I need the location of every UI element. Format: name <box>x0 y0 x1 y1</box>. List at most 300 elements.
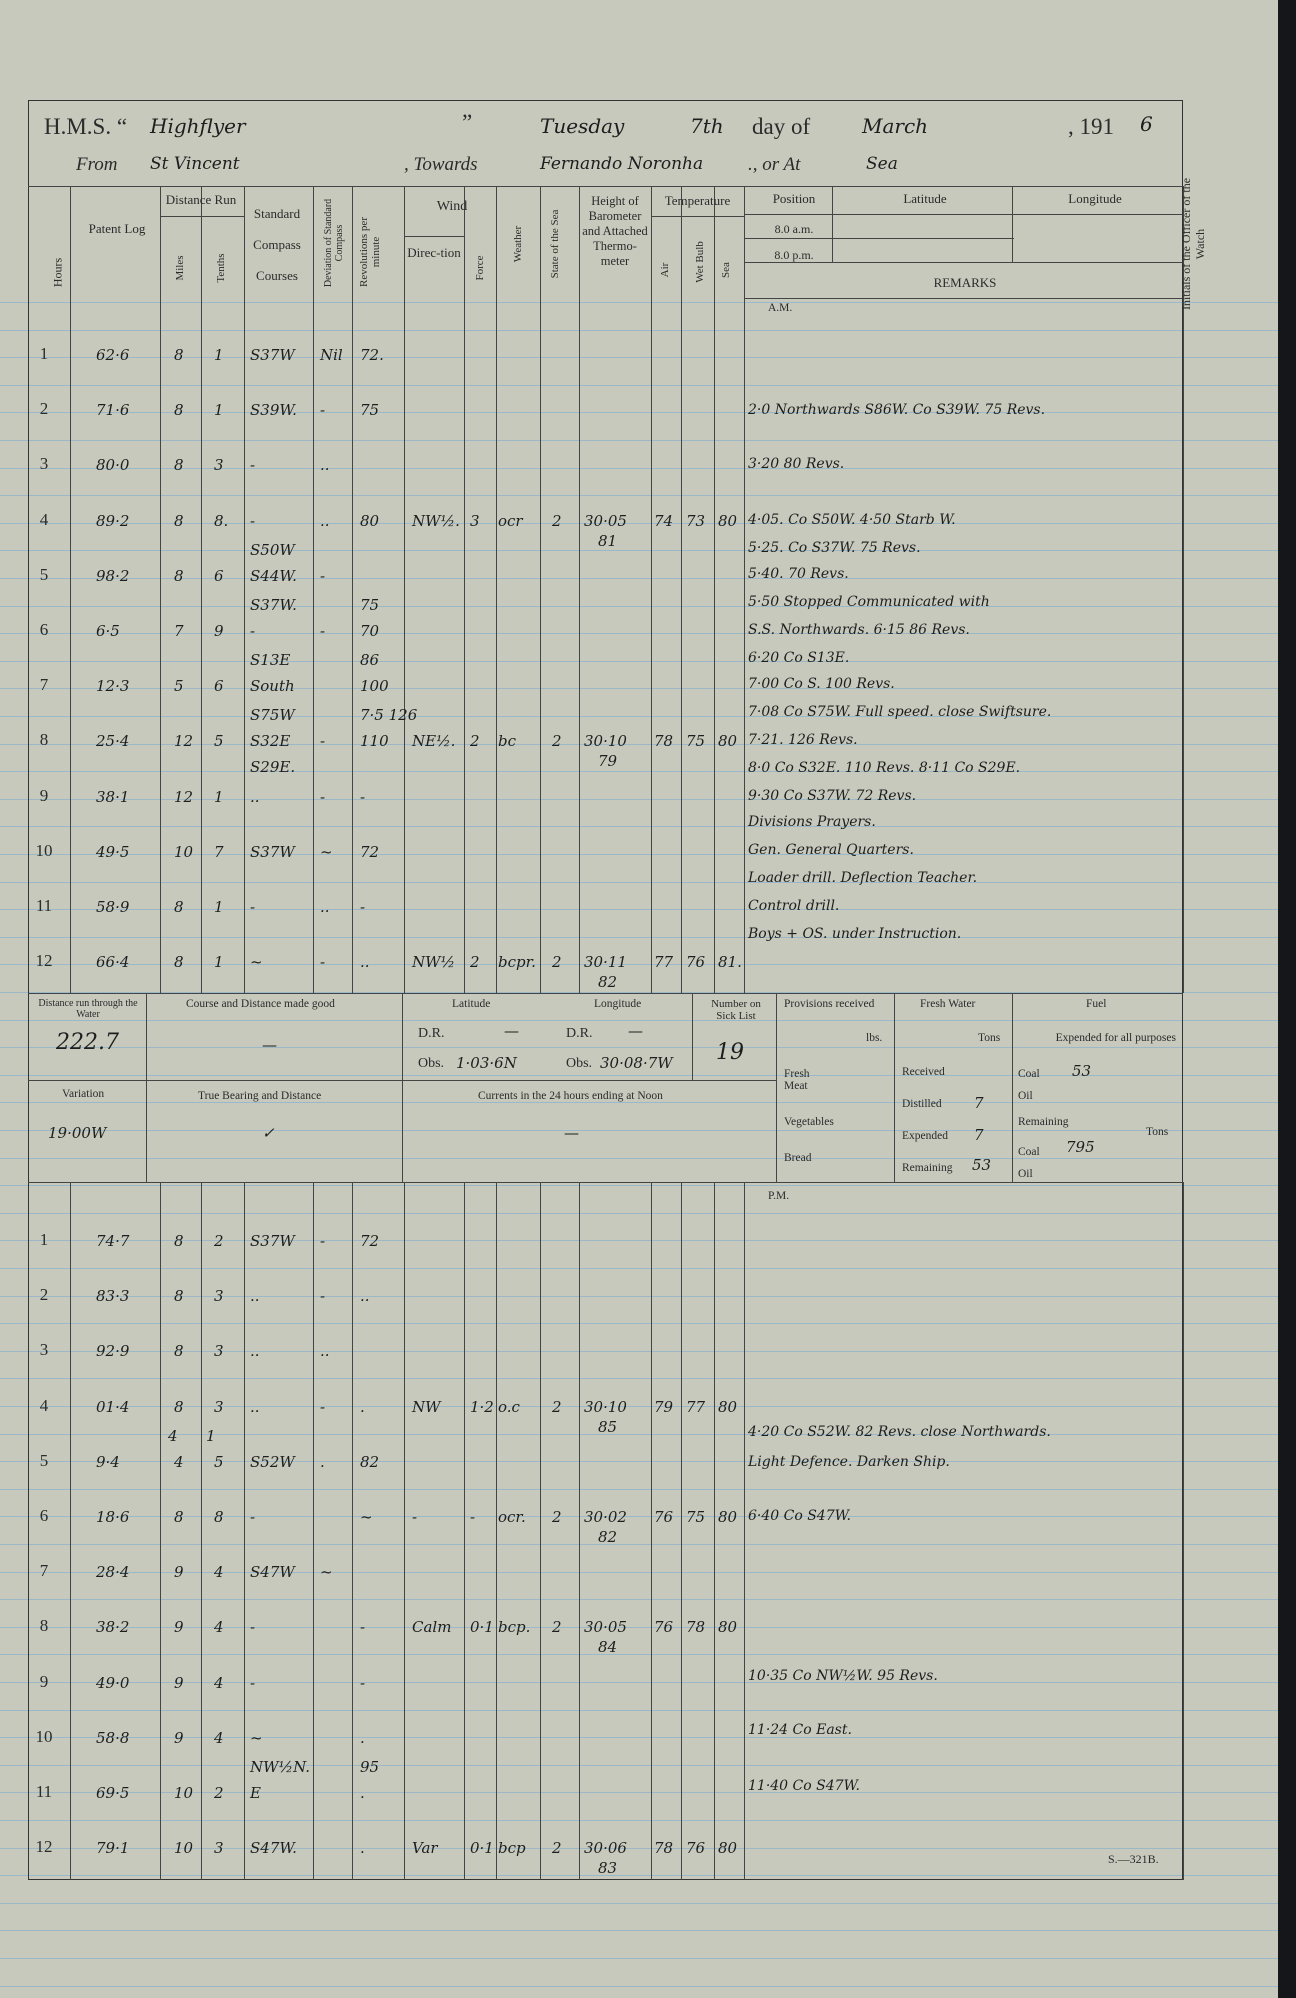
from-label: From <box>76 154 118 175</box>
row-wind-force: 1·2 <box>470 1397 494 1416</box>
row-miles: 12 <box>174 787 194 806</box>
row-revolutions: - <box>360 1673 366 1692</box>
row-hour: 2 <box>39 1285 49 1305</box>
year-prefix: , 191 <box>1068 114 1114 139</box>
row-hour: 9 <box>39 785 49 805</box>
row-log: 49·5 <box>96 842 130 861</box>
column-rule <box>681 1182 682 1880</box>
row-wind-direction: - <box>412 1508 418 1526</box>
row-wet-bulb: 75 <box>686 1508 706 1526</box>
row-revolutions: 80 <box>360 511 380 530</box>
row-revolutions: . <box>360 1397 365 1416</box>
row-tenths: 6 <box>214 566 224 585</box>
row-revolutions: . <box>360 1728 365 1747</box>
row-log: 25·4 <box>96 732 130 751</box>
noon-coal: Coal <box>1018 1068 1040 1080</box>
remark-line: 5·50 Stopped Communicated with <box>748 594 990 610</box>
col-temperature: Temperature <box>664 193 731 208</box>
row-tenths: 6 <box>214 677 224 696</box>
row-wind-direction: Var <box>412 1839 438 1858</box>
noon-remaining-fuel: Remaining <box>1018 1116 1069 1128</box>
row-revolutions: 82 <box>360 1452 380 1471</box>
row-course: S37W <box>250 842 295 861</box>
column-rule <box>651 186 652 993</box>
hms-prefix: H.M.S. “ <box>44 114 128 139</box>
noon-coal-exp: 53 <box>1072 1062 1092 1080</box>
row-sea-state: 2 <box>552 511 562 530</box>
noon-lon-label: Longitude <box>594 998 642 1010</box>
row-tenths: 2 <box>214 1784 224 1802</box>
noon-sick-label: Number on Sick List <box>711 998 761 1022</box>
ruled-line <box>0 1986 1278 1987</box>
row-sea-temp: 80 <box>718 732 738 751</box>
column-rule <box>352 186 353 993</box>
row-course-extra: S29E. <box>250 758 296 777</box>
col-longitude: Longitude <box>1068 191 1122 206</box>
row-revolutions: .. <box>360 1287 370 1306</box>
row-barometer: 30·11 <box>584 953 627 972</box>
row-revolutions: . <box>360 1839 365 1858</box>
noon-bearing-label: True Bearing and Distance <box>198 1090 322 1102</box>
day-number: 7th <box>690 114 724 138</box>
row-revolutions-upper: 7·5 126 <box>360 706 418 725</box>
noon-currents-value: — <box>564 1124 579 1142</box>
row-hour: 11 <box>35 896 53 915</box>
row-course: ~ <box>250 1728 263 1747</box>
form-number: S.—321B. <box>1108 1852 1159 1866</box>
noon-vegetables: Vegetables <box>784 1116 834 1128</box>
row-hour: 8 <box>39 730 49 750</box>
row-course: - <box>250 898 256 916</box>
row-course: S47W <box>250 1563 295 1582</box>
noon-dr-label: D.R. <box>418 1026 445 1041</box>
remark-line: 3·20 80 Revs. <box>748 456 845 472</box>
month: March <box>862 114 929 138</box>
column-rule <box>579 186 580 993</box>
row-tenths: 1 <box>214 401 224 420</box>
column-rule <box>244 1182 245 1880</box>
noon-remaining-val: 53 <box>972 1156 992 1174</box>
column-rule <box>579 1182 580 1880</box>
col-revolutions: Revolutions per minute <box>358 217 382 287</box>
row-course: .. <box>250 1397 260 1416</box>
row-tenths: 3 <box>214 456 224 475</box>
column-rule <box>464 186 465 993</box>
noon-coal-rem: 795 <box>1066 1138 1095 1156</box>
noon-dist-value: 222.7 <box>56 1030 119 1055</box>
row-deviation: ~ <box>320 842 333 861</box>
noon-obs-label: Obs. <box>418 1056 445 1071</box>
noon-course-value: — <box>262 1036 277 1054</box>
col-latitude: Latitude <box>903 191 947 206</box>
row-revolutions-upper: 86 <box>360 651 380 670</box>
row-miles: 5 <box>174 677 184 696</box>
noon-dr-lon: — <box>628 1022 643 1040</box>
row-hour: 3 <box>39 454 49 474</box>
row-sea-state: 2 <box>552 953 562 972</box>
row-wind-direction: NW½ <box>412 953 456 972</box>
row-miles: 7 <box>174 622 184 640</box>
noon-bread: Bread <box>784 1152 812 1164</box>
row-miles: 4 <box>174 1452 184 1471</box>
row-thermometer: 82 <box>598 973 618 992</box>
row-course: - <box>250 1673 256 1692</box>
column-rule <box>540 186 541 993</box>
row-revolutions: . <box>360 1784 365 1802</box>
col-sea: Sea <box>720 262 732 278</box>
remark-line: 6·40 Co S47W. <box>748 1508 852 1524</box>
row-wind-force: - <box>470 1508 476 1526</box>
row-deviation: Nil <box>320 346 343 364</box>
row-hour: 1 <box>39 1230 49 1249</box>
towards-place: Fernando Noronha <box>540 154 704 174</box>
row-tenths: 8 <box>214 1508 224 1526</box>
row-log: 01·4 <box>96 1397 130 1416</box>
row-tenths: 5 <box>214 1452 224 1471</box>
header-rule <box>744 262 1184 263</box>
row-tenths: 5 <box>214 732 224 751</box>
row-barometer: 30·05 <box>584 511 627 530</box>
noon-tons-2: Tons <box>1146 1126 1169 1138</box>
col-position: Position <box>772 191 816 206</box>
row-air: 79 <box>654 1397 674 1416</box>
column-rule <box>681 186 682 993</box>
row-thermometer: 81 <box>598 531 618 550</box>
row-air: 76 <box>654 1508 674 1526</box>
row-hour: 1 <box>39 344 49 363</box>
row-tenths: 3 <box>214 1287 224 1306</box>
row-miles: 9 <box>174 1563 184 1582</box>
row-deviation: - <box>320 732 326 751</box>
row-barometer: 30·02 <box>584 1508 627 1526</box>
pm-label: P.M. <box>768 1190 790 1202</box>
row-deviation: - <box>320 401 326 420</box>
row-miles: 8 <box>174 898 184 916</box>
row-course: S39W. <box>250 401 297 420</box>
row-hour: 12 <box>35 951 53 971</box>
column-rule <box>70 186 71 993</box>
noon-distilled-val: 7 <box>974 1094 984 1112</box>
row-deviation: - <box>320 787 326 806</box>
row-course: S37W <box>250 1232 295 1250</box>
row-hour: 2 <box>39 399 49 419</box>
col-force: Force <box>474 255 486 281</box>
noon-sick-value: 19 <box>716 1040 744 1065</box>
row-miles: 10 <box>174 1839 194 1858</box>
col-hours: Hours <box>50 257 65 288</box>
row-revolutions: - <box>360 787 366 806</box>
row-hour: 7 <box>39 1561 49 1581</box>
row-log: 18·6 <box>96 1508 130 1526</box>
row-course: - <box>250 1508 256 1526</box>
noon-oil-2: Oil <box>1018 1168 1033 1180</box>
noon-expended-val: 7 <box>974 1126 984 1144</box>
row-log: 66·4 <box>96 953 130 972</box>
noon-remaining: Remaining <box>902 1162 953 1174</box>
col-wind: Wind <box>436 199 468 214</box>
header-rule <box>832 186 833 262</box>
row-deviation: . <box>320 1452 325 1471</box>
row-sea-state: 2 <box>552 1618 562 1637</box>
remark-line: Divisions Prayers. <box>748 814 876 830</box>
column-rule <box>244 186 245 993</box>
row-weather: bcp <box>498 1839 526 1858</box>
row-thermometer: 82 <box>598 1528 618 1546</box>
ship-name: Highflyer <box>150 114 246 138</box>
row-tenths: 4 <box>214 1673 224 1692</box>
row-tenths: 3 <box>214 1839 224 1858</box>
row-sea-state: 2 <box>552 1508 562 1526</box>
row-barometer: 30·10 <box>584 732 627 751</box>
row-revolutions: 75 <box>360 401 380 420</box>
row-miles: 9 <box>174 1673 184 1692</box>
row-wet-bulb: 73 <box>686 511 706 530</box>
noon-obs-lon: 30·08·7W <box>600 1054 673 1072</box>
from-place: St Vincent <box>150 154 240 174</box>
row-course: S52W <box>250 1452 295 1471</box>
row-log: 49·0 <box>96 1673 130 1692</box>
row-barometer: 30·05 <box>584 1618 627 1637</box>
row-revolutions-upper: 95 <box>360 1758 380 1776</box>
row-revolutions: 72. <box>360 346 384 364</box>
noon-expended-all: Expended for all purposes <box>1055 1032 1176 1044</box>
noon-prov-label: Provisions received <box>784 998 875 1010</box>
row-log: 98·2 <box>96 566 130 585</box>
row-revolutions: 100 <box>360 677 389 696</box>
row-deviation: - <box>320 1232 326 1250</box>
row-course: .. <box>250 1287 260 1306</box>
row-thermometer: 84 <box>598 1638 618 1657</box>
column-rule <box>313 186 314 993</box>
column-rule <box>201 1182 202 1880</box>
row-tenths: 4 <box>214 1618 224 1637</box>
column-rule <box>540 1182 541 1880</box>
row-course: - <box>250 1618 256 1637</box>
row-wind-force: 2 <box>470 953 480 972</box>
col-deviation: Deviation of Standard Compass <box>323 198 345 288</box>
row-sea-temp: 81. <box>718 953 742 972</box>
row-log: 58·8 <box>96 1728 130 1747</box>
row-course: S47W. <box>250 1839 297 1858</box>
row-tenths: 4 <box>214 1728 224 1747</box>
column-rule <box>744 186 745 993</box>
noon-coal-2: Coal <box>1018 1146 1040 1158</box>
row-deviation: ~ <box>320 1563 333 1582</box>
remark-line: 11·40 Co S47W. <box>748 1778 860 1794</box>
row-miles: 8 <box>174 1287 184 1306</box>
column-rule <box>496 1182 497 1880</box>
header-rule <box>744 214 1184 215</box>
noon-variation-value: 19·00W <box>48 1124 107 1142</box>
row-wind-direction: NW½. <box>412 511 460 530</box>
row-miles: 8 <box>174 511 184 530</box>
row-revolutions: 72 <box>360 842 380 861</box>
row-thermometer: 85 <box>598 1417 618 1436</box>
row-hour: 12 <box>35 1837 53 1857</box>
row-tenths: 3 <box>214 1397 224 1416</box>
row-tenths: 4 <box>214 1563 224 1582</box>
noon-oil: Oil <box>1018 1090 1033 1102</box>
row-log: 92·9 <box>96 1342 130 1361</box>
row-wet-bulb: 76 <box>686 953 706 972</box>
noon-course-label: Course and Distance made good <box>186 998 335 1010</box>
remark-line: 8·0 Co S32E. 110 Revs. 8·11 Co S29E. <box>748 760 1021 776</box>
row-deviation: - <box>320 953 326 972</box>
row-course-upper: NW½N. <box>250 1758 311 1776</box>
noon-currents-label: Currents in the 24 hours ending at Noon <box>478 1090 663 1102</box>
row-deviation: - <box>320 1287 326 1306</box>
ruled-line <box>0 1903 1278 1904</box>
noon-fresh-meat: Fresh Meat <box>784 1068 810 1092</box>
row-miles: 8 <box>174 401 184 420</box>
row-hour: 3 <box>39 1340 49 1360</box>
row-course-upper: S37W. <box>250 596 297 614</box>
row-wind-direction: NW <box>412 1397 441 1416</box>
row-weather: bcpr. <box>498 953 536 972</box>
row-air: 78 <box>654 1839 674 1858</box>
row-log: 28·4 <box>96 1563 130 1582</box>
row-wind-force: 0·1 <box>470 1618 494 1637</box>
col-barometer: Height of Barometer and Attached Thermo-meter <box>582 194 648 268</box>
row-course: South <box>250 677 295 696</box>
remark-line: 5·40. 70 Revs. <box>748 566 849 582</box>
row-deviation: .. <box>320 456 330 475</box>
remark-line: 11·24 Co East. <box>748 1722 852 1738</box>
header-rule <box>651 216 744 217</box>
row-hour: 9 <box>39 1671 49 1691</box>
row-course: - <box>250 456 256 475</box>
col-air: Air <box>659 262 671 278</box>
row-air: 74 <box>654 511 674 530</box>
row-hour: 5 <box>39 564 49 584</box>
remark-line: 7·08 Co S75W. Full speed. close Swiftsure. <box>748 704 1052 720</box>
row-wind-force: 2 <box>470 732 480 751</box>
noon-fuel: Fuel <box>1086 998 1107 1010</box>
header-rule <box>1012 186 1013 262</box>
row-wet-bulb: 78 <box>686 1618 706 1637</box>
row-barometer: 30·06 <box>584 1839 627 1858</box>
noon-dr-label-2: D.R. <box>566 1026 593 1041</box>
remark-line: 4·20 Co S52W. 82 Revs. close Northwards. <box>748 1424 1051 1440</box>
row-wet-bulb: 75 <box>686 732 706 751</box>
row-hour: 7 <box>39 675 49 695</box>
row-miles: 8 <box>174 1232 184 1250</box>
remark-line: 6·20 Co S13E. <box>748 650 850 666</box>
column-rule <box>160 186 161 993</box>
row-miles: 10 <box>174 842 194 861</box>
noon-dist-label: Distance run through the Water <box>38 998 138 1020</box>
row-miles: 8 <box>174 566 184 585</box>
row-log: 74·7 <box>96 1232 130 1250</box>
row-weather: ocr. <box>498 1508 526 1526</box>
remark-line: Loader drill. Deflection Teacher. <box>748 870 978 886</box>
remark-line: 10·35 Co NW½W. 95 Revs. <box>748 1668 938 1684</box>
row-hour: 11 <box>35 1782 53 1801</box>
row-wet-bulb: 76 <box>686 1839 706 1858</box>
row-log: 71·6 <box>96 401 130 420</box>
remark-line: 7·21. 126 Revs. <box>748 732 858 748</box>
col-patent-log: Patent Log <box>88 221 146 236</box>
row-wind-force: 0·1 <box>470 1839 494 1858</box>
remark-line: Control drill. <box>748 898 840 914</box>
column-rule <box>1183 1182 1184 1880</box>
col-remarks: REMARKS <box>933 275 997 290</box>
row-course: ~ <box>250 953 263 972</box>
row-deviation: .. <box>320 511 330 530</box>
column-rule <box>464 1182 465 1880</box>
row-miles: 8 <box>174 346 184 364</box>
row-course-upper: S75W <box>250 706 295 725</box>
col-tenths: Tenths <box>215 253 227 283</box>
row-tenths: 8. <box>214 511 229 530</box>
am-label: A.M. <box>768 302 793 314</box>
header-rule <box>744 238 1014 239</box>
row-log: 79·1 <box>96 1839 130 1858</box>
header-rule <box>160 216 244 217</box>
row-miles: 8 <box>174 1397 184 1416</box>
row-course: .. <box>250 1342 260 1361</box>
row-wet-bulb: 77 <box>686 1397 706 1416</box>
row-revolutions: 72 <box>360 1232 380 1250</box>
row-course: - <box>250 511 256 530</box>
row-revolutions: ~ <box>360 1508 373 1526</box>
row-revolutions: .. <box>360 953 370 972</box>
row-tenths: 1 <box>214 346 224 364</box>
column-rule <box>714 186 715 993</box>
row-miles: 9 <box>174 1618 184 1637</box>
row-log: 83·3 <box>96 1287 130 1306</box>
row-course: .. <box>250 787 260 806</box>
row-air: 76 <box>654 1618 674 1637</box>
row-sea-state: 2 <box>552 1397 562 1416</box>
header-rule <box>404 236 464 237</box>
noon-tons: Tons <box>978 1032 1001 1044</box>
at-label: ., or At <box>748 154 801 175</box>
row-tenths: 3 <box>214 1342 224 1361</box>
towards-label: , Towards <box>404 154 478 175</box>
row-thermometer: 79 <box>598 752 618 771</box>
day-of-label: day of <box>752 114 811 139</box>
row-hour: 4 <box>39 509 49 529</box>
at-place: Sea <box>866 154 898 174</box>
noon-lbs: lbs. <box>866 1032 883 1044</box>
weekday: Tuesday <box>540 114 625 138</box>
row-log: 69·5 <box>96 1784 130 1802</box>
row-miles: 8 <box>174 1508 184 1526</box>
row-log: 38·1 <box>96 787 130 806</box>
row-sea-state: 2 <box>552 732 562 751</box>
row-deviation: .. <box>320 898 330 916</box>
col-initials: Initials of the Officer of the Watch <box>1179 177 1207 311</box>
ruled-line <box>0 1930 1278 1931</box>
row-tenths: 1 <box>214 898 224 916</box>
column-rule <box>70 1182 71 1880</box>
row-hour: 10 <box>35 840 53 860</box>
noon-lat-label: Latitude <box>452 998 491 1010</box>
row-air: 78 <box>654 732 674 751</box>
row-miles: 12 <box>174 732 194 751</box>
row-course: S44W. <box>250 566 297 585</box>
row-tenths: 2 <box>214 1232 224 1250</box>
remark-line: Boys + OS. under Instruction. <box>748 926 962 942</box>
row-course: S37W <box>250 346 295 364</box>
row-log: 6·5 <box>96 622 120 640</box>
pos-am: 8.0 a.m. <box>774 222 814 236</box>
row-thermometer: 83 <box>598 1859 618 1878</box>
row-wind-force: 3 <box>470 511 480 530</box>
row-deviation: - <box>320 1397 326 1416</box>
row-log: 58·9 <box>96 898 130 916</box>
